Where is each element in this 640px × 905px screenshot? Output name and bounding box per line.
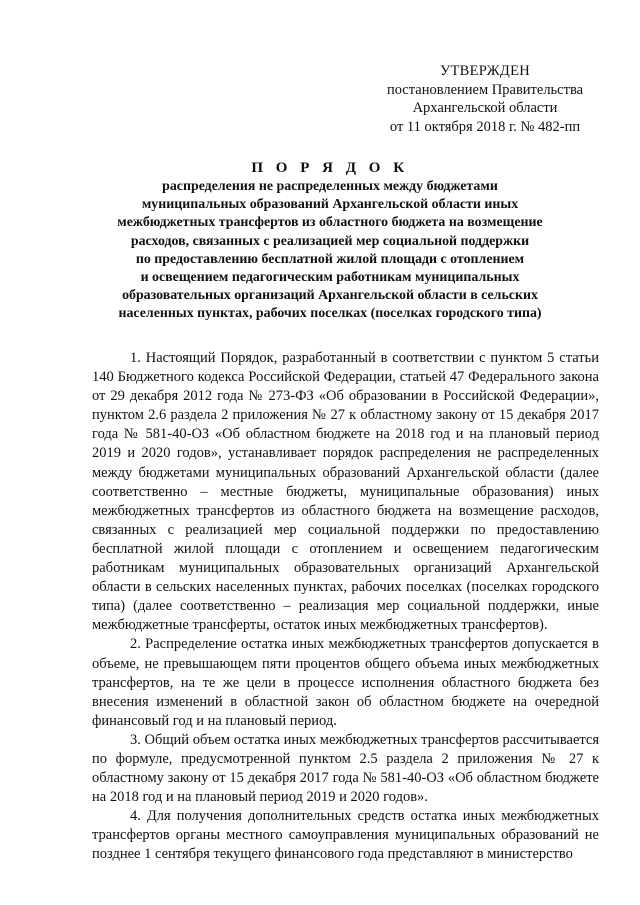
- subtitle-line: по предоставлению бесплатной жилой площади с отоплением: [135, 251, 525, 267]
- paragraph-3: 3. Общий объем остатка иных межбюджетных трансфертов рассчитывается по формуле, предусмотренной пунктом 2.5 раздела 2 приложения № 27 к областному закону от 15 декабря 2017 года № 581-40-ОЗ «Об областном бюджете на 2018 год и на плановый период 2019 и 2020 годов».: [92, 731, 599, 806]
- document-title: П О Р Я Д О К: [251, 160, 409, 176]
- approval-region: Архангельской области: [412, 100, 558, 116]
- subtitle-line: населенных пунктах, рабочих поселках (поселках городского типа): [118, 306, 542, 322]
- subtitle-line: распределения не распределенных между бюджетами: [162, 179, 498, 194]
- subtitle-line: образовательных организаций Архангельской области в сельских: [122, 288, 538, 304]
- approval-authority: постановлением Правительства: [386, 81, 584, 98]
- subtitle-line: межбюджетных трансфертов из областного бюджета на возмещение: [117, 215, 543, 231]
- subtitle-line: муниципальных образований Архангельской области иных: [141, 197, 519, 213]
- subtitle-line: расходов, связанных с реализацией мер социальной поддержки: [130, 233, 530, 249]
- approval-heading: УТВЕРЖДЕН: [439, 63, 531, 79]
- document-subtitle: [70, 178, 590, 324]
- document-body: [92, 349, 599, 865]
- paragraph-1: 1. Настоящий Порядок, разработанный в соответствии с пунктом 5 статьи 140 Бюджетного кодекса Российской Федерации, статьей 47 Федерального закона от 29 декабря 2012 года № 273-ФЗ «Об образовании в Российской Федерации», пунктом 2.6 раздела 2 приложения № 27 к областному закону от 15 декабря 2017 года № 581-40-ОЗ «Об областном бюджете на 2018 год и на плановый период 2019 и 2020 годов», устанавливает порядок распределения не распределенных между бюджетами муниципальных образований Архангельской области (далее соответственно – местные бюджеты, муниципальные образования) иных межбюджетных трансфертов из областного бюджета на возмещение расходов, связанных с реализацией мер социальной поддержки по предоставлению бесплатной жилой площади с отоплением и освещением педагогическим работникам муниципальных образовательных организаций Архангельской области в сельских населенных пунктах, рабочих поселках (поселках городского типа) (далее соответственно – реализация мер социальной поддержки, иные межбюджетные трансферты, остаток иных межбюджетных трансфертов).: [92, 350, 599, 634]
- approval-stamp: [360, 62, 610, 136]
- subtitle-line: и освещением педагогическим работникам муниципальных: [140, 270, 520, 286]
- paragraph-2: 2. Распределение остатка иных межбюджетных трансфертов допускается в объеме, не превышающем пяти процентов общего объема иных межбюджетных трансфертов, на те же цели в процессе исполнения областного бюджета без внесения изменений в областной закон об областном бюджете на очередной финансовый год и на плановый период.: [92, 636, 599, 729]
- paragraph-4: 4. Для получения дополнительных средств остатка иных межбюджетных трансфертов органы местного самоуправления муниципальных образований не позднее 1 сентября текущего финансового года представляют в министерство: [92, 808, 599, 863]
- approval-date-number: от 11 октября 2018 г. № 482-пп: [389, 118, 581, 135]
